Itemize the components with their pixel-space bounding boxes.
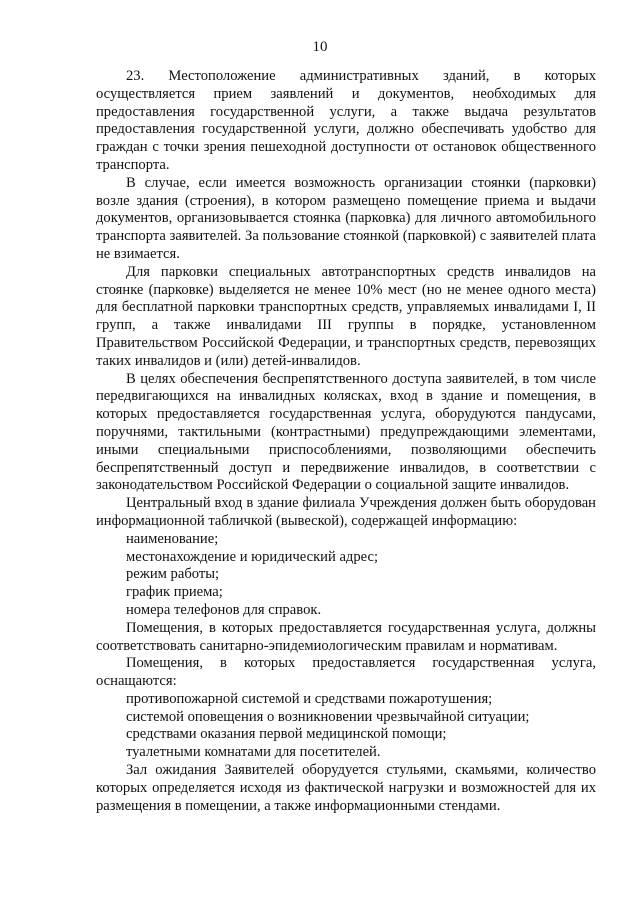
paragraph-equipment-intro: Помещения, в которых предоставляется государственная услуга, оснащаются:: [96, 655, 596, 690]
list-item: средствами оказания первой медицинской помощи;: [126, 726, 447, 743]
list-item: режим работы;: [126, 566, 220, 583]
paragraph-sanitary-rules: Помещения, в которых предоставляется государственная услуга, должны соответствовать санитарно-эпидемиологическим правилам и нормативам.: [96, 619, 596, 654]
list-item: системой оповещения о возникновении чрезвычайной ситуации;: [126, 708, 530, 725]
paragraph-parking: В случае, если имеется возможность организации стоянки (парковки) возле здания (строения), в котором размещено помещение приема и выдачи документов, организовывается стоянка (парковка) для личного автомобильного транспорта заявителей. За пользование стоянкой (парковкой) с заявителей плата не взимается.: [96, 174, 596, 262]
list-item: график приема;: [126, 584, 223, 601]
list-item: наименование;: [126, 530, 219, 547]
list-item: местонахождение и юридический адрес;: [126, 548, 379, 565]
document-body: [96, 68, 596, 815]
page-number: 10: [312, 39, 328, 55]
paragraph-disabled-parking: Для парковки специальных автотранспортных средств инвалидов на стоянке (парковке) выделяется не менее 10% мест (но не менее одного места) для бесплатной парковки транспортных средств, управляемых инвалидами I, II групп, а также инвалидами III группы в порядке, установленном Правительством Российской Федерации, и транспортных средств, перевозящих таких инвалидов и (или) детей-инвалидов.: [96, 263, 596, 369]
paragraph-waiting-hall: Зал ожидания Заявителей оборудуется стульями, скамьями, количество которых определяется исходя из фактической нагрузки и возможностей для их размещения в помещении, а также информационными стендами.: [96, 762, 596, 814]
list-item: туалетными комнатами для посетителей.: [126, 744, 381, 761]
paragraph-location-requirements: 23. Местоположение административных зданий, в которых осуществляется прием заявлений и документов, необходимых для предоставления государственной услуги, а также выдача результатов предоставления государственной услуги, должно обеспечивать удобство для граждан с точки зрения пешеходной доступности от остановок общественного транспорта.: [96, 68, 596, 173]
list-item: номера телефонов для справок.: [126, 601, 322, 618]
paragraph-accessibility: В целях обеспечения беспрепятственного доступа заявителей, в том числе передвигающихся на инвалидных колясках, вход в здание и помещения, в которых предоставляется государственная услуга, оборудуются пандусами, поручнями, тактильными (контрастными) предупреждающими элементами, иными специальными приспособлениями, позволяющими обеспечить беспрепятственный доступ и передвижение инвалидов, в соответствии с законодательством Российской Федерации о социальной защите инвалидов.: [96, 370, 596, 494]
paragraph-entrance-sign: Центральный вход в здание филиала Учреждения должен быть оборудован информационной табличкой (вывеской), содержащей информацию:: [96, 495, 596, 529]
list-item: противопожарной системой и средствами пожаротушения;: [126, 690, 493, 707]
